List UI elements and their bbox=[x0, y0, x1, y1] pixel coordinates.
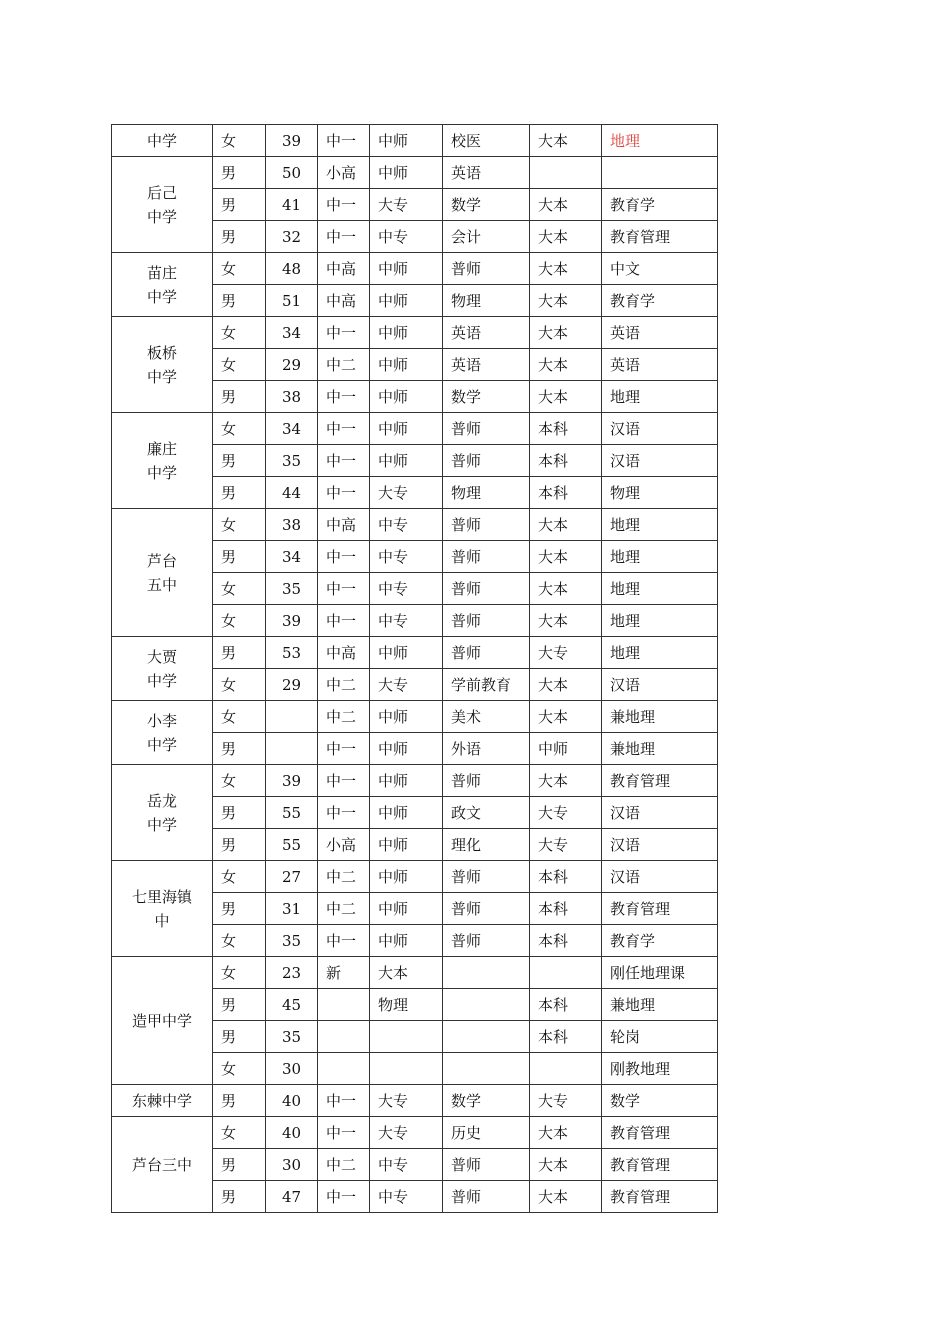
gender-cell: 男 bbox=[213, 445, 266, 477]
degree-cell: 本科 bbox=[530, 1021, 602, 1053]
age-cell: 51 bbox=[266, 285, 318, 317]
title-cell: 中一 bbox=[318, 733, 370, 765]
title-cell: 中二 bbox=[318, 861, 370, 893]
major-cell: 普师 bbox=[443, 605, 530, 637]
table-row bbox=[112, 957, 718, 989]
major-cell: 普师 bbox=[443, 925, 530, 957]
degree-cell: 大本 bbox=[530, 541, 602, 573]
education-cell: 中专 bbox=[370, 1149, 443, 1181]
degree-cell: 大本 bbox=[530, 1117, 602, 1149]
major-cell: 物理 bbox=[443, 477, 530, 509]
subject-cell: 汉语 bbox=[602, 669, 718, 701]
title-cell: 中一 bbox=[318, 381, 370, 413]
table-row bbox=[112, 861, 718, 893]
school-name-cell: 芦台 五中 bbox=[112, 509, 213, 637]
gender-cell: 男 bbox=[213, 189, 266, 221]
school-name-cell: 苗庄 中学 bbox=[112, 253, 213, 317]
school-name-cell: 板桥 中学 bbox=[112, 317, 213, 413]
major-cell: 理化 bbox=[443, 829, 530, 861]
table-row bbox=[112, 701, 718, 733]
age-cell: 31 bbox=[266, 893, 318, 925]
major-cell: 普师 bbox=[443, 1149, 530, 1181]
degree-cell: 大本 bbox=[530, 1181, 602, 1213]
title-cell: 中一 bbox=[318, 477, 370, 509]
subject-cell: 教育管理 bbox=[602, 1117, 718, 1149]
degree-cell: 大本 bbox=[530, 221, 602, 253]
education-cell: 中师 bbox=[370, 285, 443, 317]
major-cell: 普师 bbox=[443, 861, 530, 893]
gender-cell: 男 bbox=[213, 829, 266, 861]
subject-cell: 地理 bbox=[602, 605, 718, 637]
major-cell: 数学 bbox=[443, 381, 530, 413]
subject-cell: 教育管理 bbox=[602, 1181, 718, 1213]
subject-cell: 兼地理 bbox=[602, 989, 718, 1021]
gender-cell: 女 bbox=[213, 509, 266, 541]
degree-cell: 大专 bbox=[530, 637, 602, 669]
degree-cell: 本科 bbox=[530, 445, 602, 477]
age-cell: 35 bbox=[266, 573, 318, 605]
gender-cell: 男 bbox=[213, 157, 266, 189]
education-cell bbox=[370, 1053, 443, 1085]
subject-cell: 汉语 bbox=[602, 829, 718, 861]
degree-cell: 大本 bbox=[530, 669, 602, 701]
title-cell: 中二 bbox=[318, 701, 370, 733]
age-cell: 34 bbox=[266, 541, 318, 573]
subject-cell: 教育学 bbox=[602, 925, 718, 957]
title-cell: 中一 bbox=[318, 541, 370, 573]
subject-cell: 地理 bbox=[602, 573, 718, 605]
title-cell: 中一 bbox=[318, 797, 370, 829]
title-cell: 中一 bbox=[318, 189, 370, 221]
title-cell: 中一 bbox=[318, 765, 370, 797]
major-cell: 英语 bbox=[443, 349, 530, 381]
gender-cell: 男 bbox=[213, 797, 266, 829]
subject-cell: 汉语 bbox=[602, 413, 718, 445]
school-name-cell: 芦台三中 bbox=[112, 1117, 213, 1213]
gender-cell: 男 bbox=[213, 1021, 266, 1053]
age-cell: 23 bbox=[266, 957, 318, 989]
age-cell: 48 bbox=[266, 253, 318, 285]
age-cell: 39 bbox=[266, 765, 318, 797]
school-name-cell: 大贾 中学 bbox=[112, 637, 213, 701]
major-cell: 普师 bbox=[443, 509, 530, 541]
subject-cell: 汉语 bbox=[602, 861, 718, 893]
education-cell: 中师 bbox=[370, 381, 443, 413]
subject-cell: 汉语 bbox=[602, 445, 718, 477]
major-cell: 普师 bbox=[443, 541, 530, 573]
major-cell: 外语 bbox=[443, 733, 530, 765]
table-row bbox=[112, 317, 718, 349]
age-cell: 27 bbox=[266, 861, 318, 893]
age-cell: 29 bbox=[266, 669, 318, 701]
major-cell: 物理 bbox=[443, 285, 530, 317]
degree-cell: 大本 bbox=[530, 605, 602, 637]
gender-cell: 男 bbox=[213, 221, 266, 253]
degree-cell bbox=[530, 957, 602, 989]
subject-cell bbox=[602, 157, 718, 189]
degree-cell: 大本 bbox=[530, 253, 602, 285]
gender-cell: 女 bbox=[213, 349, 266, 381]
subject-cell: 中文 bbox=[602, 253, 718, 285]
school-name-cell: 东棘中学 bbox=[112, 1085, 213, 1117]
title-cell: 中一 bbox=[318, 317, 370, 349]
education-cell: 中专 bbox=[370, 1181, 443, 1213]
subject-cell: 地理 bbox=[602, 381, 718, 413]
major-cell: 历史 bbox=[443, 1117, 530, 1149]
table-row bbox=[112, 413, 718, 445]
age-cell: 45 bbox=[266, 989, 318, 1021]
degree-cell: 大本 bbox=[530, 1149, 602, 1181]
gender-cell: 女 bbox=[213, 765, 266, 797]
school-name-cell: 七里海镇 中 bbox=[112, 861, 213, 957]
table-row bbox=[112, 765, 718, 797]
subject-cell: 英语 bbox=[602, 317, 718, 349]
title-cell: 小高 bbox=[318, 157, 370, 189]
degree-cell: 大专 bbox=[530, 1085, 602, 1117]
education-cell: 大本 bbox=[370, 957, 443, 989]
title-cell: 小高 bbox=[318, 829, 370, 861]
age-cell: 40 bbox=[266, 1117, 318, 1149]
age-cell: 50 bbox=[266, 157, 318, 189]
subject-cell: 教育管理 bbox=[602, 765, 718, 797]
subject-cell: 兼地理 bbox=[602, 733, 718, 765]
degree-cell: 本科 bbox=[530, 477, 602, 509]
major-cell: 英语 bbox=[443, 317, 530, 349]
degree-cell: 大专 bbox=[530, 829, 602, 861]
table-row bbox=[112, 253, 718, 285]
table-row bbox=[112, 125, 718, 157]
table-row bbox=[112, 637, 718, 669]
major-cell bbox=[443, 1021, 530, 1053]
title-cell: 中高 bbox=[318, 637, 370, 669]
degree-cell: 本科 bbox=[530, 893, 602, 925]
major-cell: 普师 bbox=[443, 253, 530, 285]
title-cell: 中一 bbox=[318, 445, 370, 477]
degree-cell: 大本 bbox=[530, 317, 602, 349]
gender-cell: 男 bbox=[213, 1149, 266, 1181]
gender-cell: 女 bbox=[213, 573, 266, 605]
subject-cell: 教育学 bbox=[602, 189, 718, 221]
gender-cell: 女 bbox=[213, 925, 266, 957]
title-cell: 中高 bbox=[318, 285, 370, 317]
subject-cell: 英语 bbox=[602, 349, 718, 381]
age-cell: 55 bbox=[266, 829, 318, 861]
teacher-roster-table bbox=[111, 124, 718, 1213]
gender-cell: 男 bbox=[213, 1085, 266, 1117]
subject-cell: 教育管理 bbox=[602, 1149, 718, 1181]
age-cell: 34 bbox=[266, 317, 318, 349]
gender-cell: 男 bbox=[213, 989, 266, 1021]
age-cell: 30 bbox=[266, 1149, 318, 1181]
education-cell: 中师 bbox=[370, 413, 443, 445]
title-cell: 中一 bbox=[318, 1085, 370, 1117]
degree-cell: 大本 bbox=[530, 381, 602, 413]
education-cell: 中师 bbox=[370, 893, 443, 925]
major-cell: 普师 bbox=[443, 893, 530, 925]
education-cell: 中师 bbox=[370, 157, 443, 189]
gender-cell: 男 bbox=[213, 477, 266, 509]
degree-cell: 大本 bbox=[530, 765, 602, 797]
age-cell bbox=[266, 701, 318, 733]
gender-cell: 男 bbox=[213, 1181, 266, 1213]
school-name-cell: 后己 中学 bbox=[112, 157, 213, 253]
subject-cell: 刚教地理 bbox=[602, 1053, 718, 1085]
education-cell: 中专 bbox=[370, 605, 443, 637]
gender-cell: 女 bbox=[213, 253, 266, 285]
major-cell: 数学 bbox=[443, 1085, 530, 1117]
major-cell: 校医 bbox=[443, 125, 530, 157]
gender-cell: 男 bbox=[213, 285, 266, 317]
major-cell: 数学 bbox=[443, 189, 530, 221]
age-cell: 34 bbox=[266, 413, 318, 445]
gender-cell: 女 bbox=[213, 1053, 266, 1085]
age-cell: 41 bbox=[266, 189, 318, 221]
degree-cell: 本科 bbox=[530, 861, 602, 893]
education-cell: 中师 bbox=[370, 861, 443, 893]
education-cell: 中师 bbox=[370, 445, 443, 477]
age-cell bbox=[266, 733, 318, 765]
age-cell: 29 bbox=[266, 349, 318, 381]
gender-cell: 女 bbox=[213, 125, 266, 157]
degree-cell bbox=[530, 1053, 602, 1085]
education-cell: 中专 bbox=[370, 221, 443, 253]
education-cell: 中师 bbox=[370, 797, 443, 829]
age-cell: 30 bbox=[266, 1053, 318, 1085]
school-name-cell: 廉庄 中学 bbox=[112, 413, 213, 509]
education-cell: 大专 bbox=[370, 1085, 443, 1117]
gender-cell: 男 bbox=[213, 733, 266, 765]
education-cell: 大专 bbox=[370, 669, 443, 701]
education-cell: 中师 bbox=[370, 253, 443, 285]
major-cell: 学前教育 bbox=[443, 669, 530, 701]
education-cell: 中师 bbox=[370, 125, 443, 157]
age-cell: 40 bbox=[266, 1085, 318, 1117]
education-cell: 中专 bbox=[370, 509, 443, 541]
education-cell: 中师 bbox=[370, 317, 443, 349]
major-cell: 普师 bbox=[443, 765, 530, 797]
age-cell: 44 bbox=[266, 477, 318, 509]
gender-cell: 男 bbox=[213, 541, 266, 573]
gender-cell: 女 bbox=[213, 317, 266, 349]
title-cell: 中二 bbox=[318, 349, 370, 381]
age-cell: 38 bbox=[266, 509, 318, 541]
title-cell bbox=[318, 1021, 370, 1053]
major-cell: 普师 bbox=[443, 637, 530, 669]
gender-cell: 男 bbox=[213, 893, 266, 925]
subject-cell: 教育学 bbox=[602, 285, 718, 317]
major-cell: 普师 bbox=[443, 413, 530, 445]
subject-cell: 兼地理 bbox=[602, 701, 718, 733]
school-name-cell: 小李 中学 bbox=[112, 701, 213, 765]
degree-cell: 本科 bbox=[530, 413, 602, 445]
gender-cell: 女 bbox=[213, 701, 266, 733]
major-cell bbox=[443, 989, 530, 1021]
school-name-cell: 岳龙 中学 bbox=[112, 765, 213, 861]
school-name-cell: 造甲中学 bbox=[112, 957, 213, 1085]
subject-cell: 地理 bbox=[602, 637, 718, 669]
table-row bbox=[112, 509, 718, 541]
education-cell: 中师 bbox=[370, 733, 443, 765]
subject-cell: 教育管理 bbox=[602, 221, 718, 253]
age-cell: 47 bbox=[266, 1181, 318, 1213]
table-body bbox=[112, 125, 718, 1213]
age-cell: 53 bbox=[266, 637, 318, 669]
table-row bbox=[112, 1085, 718, 1117]
degree-cell: 本科 bbox=[530, 925, 602, 957]
education-cell: 中师 bbox=[370, 701, 443, 733]
education-cell: 中师 bbox=[370, 637, 443, 669]
major-cell bbox=[443, 1053, 530, 1085]
gender-cell: 女 bbox=[213, 669, 266, 701]
education-cell: 中专 bbox=[370, 573, 443, 605]
degree-cell bbox=[530, 157, 602, 189]
gender-cell: 女 bbox=[213, 605, 266, 637]
major-cell: 普师 bbox=[443, 573, 530, 605]
education-cell: 大专 bbox=[370, 189, 443, 221]
age-cell: 32 bbox=[266, 221, 318, 253]
major-cell: 会计 bbox=[443, 221, 530, 253]
subject-cell: 地理 bbox=[602, 541, 718, 573]
title-cell: 中二 bbox=[318, 893, 370, 925]
age-cell: 35 bbox=[266, 1021, 318, 1053]
title-cell: 中一 bbox=[318, 413, 370, 445]
education-cell: 大专 bbox=[370, 477, 443, 509]
table-row bbox=[112, 1117, 718, 1149]
gender-cell: 男 bbox=[213, 637, 266, 669]
degree-cell: 大本 bbox=[530, 125, 602, 157]
subject-cell: 轮岗 bbox=[602, 1021, 718, 1053]
education-cell: 大专 bbox=[370, 1117, 443, 1149]
title-cell: 中一 bbox=[318, 1181, 370, 1213]
subject-cell: 物理 bbox=[602, 477, 718, 509]
degree-cell: 大本 bbox=[530, 349, 602, 381]
subject-cell: 教育管理 bbox=[602, 893, 718, 925]
gender-cell: 女 bbox=[213, 413, 266, 445]
major-cell: 普师 bbox=[443, 445, 530, 477]
title-cell: 中一 bbox=[318, 605, 370, 637]
degree-cell: 中师 bbox=[530, 733, 602, 765]
table-row bbox=[112, 157, 718, 189]
major-cell: 英语 bbox=[443, 157, 530, 189]
major-cell: 普师 bbox=[443, 1181, 530, 1213]
age-cell: 55 bbox=[266, 797, 318, 829]
major-cell: 美术 bbox=[443, 701, 530, 733]
subject-cell: 地理 bbox=[602, 125, 718, 157]
degree-cell: 大本 bbox=[530, 189, 602, 221]
degree-cell: 大本 bbox=[530, 509, 602, 541]
title-cell: 中一 bbox=[318, 925, 370, 957]
gender-cell: 女 bbox=[213, 957, 266, 989]
education-cell: 中师 bbox=[370, 829, 443, 861]
degree-cell: 大本 bbox=[530, 285, 602, 317]
subject-cell: 刚任地理课 bbox=[602, 957, 718, 989]
degree-cell: 大本 bbox=[530, 701, 602, 733]
title-cell: 中高 bbox=[318, 253, 370, 285]
degree-cell: 大专 bbox=[530, 797, 602, 829]
education-cell bbox=[370, 1021, 443, 1053]
age-cell: 39 bbox=[266, 125, 318, 157]
title-cell: 中一 bbox=[318, 221, 370, 253]
title-cell: 中一 bbox=[318, 125, 370, 157]
age-cell: 35 bbox=[266, 445, 318, 477]
title-cell bbox=[318, 989, 370, 1021]
title-cell: 中高 bbox=[318, 509, 370, 541]
age-cell: 38 bbox=[266, 381, 318, 413]
degree-cell: 大本 bbox=[530, 573, 602, 605]
major-cell bbox=[443, 957, 530, 989]
subject-cell: 地理 bbox=[602, 509, 718, 541]
age-cell: 35 bbox=[266, 925, 318, 957]
age-cell: 39 bbox=[266, 605, 318, 637]
subject-cell: 数学 bbox=[602, 1085, 718, 1117]
gender-cell: 男 bbox=[213, 381, 266, 413]
title-cell: 中一 bbox=[318, 1117, 370, 1149]
education-cell: 中专 bbox=[370, 541, 443, 573]
education-cell: 中师 bbox=[370, 349, 443, 381]
education-cell: 中师 bbox=[370, 765, 443, 797]
gender-cell: 女 bbox=[213, 861, 266, 893]
education-cell: 中师 bbox=[370, 925, 443, 957]
title-cell: 中二 bbox=[318, 1149, 370, 1181]
degree-cell: 本科 bbox=[530, 989, 602, 1021]
education-cell: 物理 bbox=[370, 989, 443, 1021]
subject-cell: 汉语 bbox=[602, 797, 718, 829]
title-cell: 新 bbox=[318, 957, 370, 989]
major-cell: 政文 bbox=[443, 797, 530, 829]
school-name-cell: 中学 bbox=[112, 125, 213, 157]
title-cell bbox=[318, 1053, 370, 1085]
title-cell: 中一 bbox=[318, 573, 370, 605]
title-cell: 中二 bbox=[318, 669, 370, 701]
gender-cell: 女 bbox=[213, 1117, 266, 1149]
